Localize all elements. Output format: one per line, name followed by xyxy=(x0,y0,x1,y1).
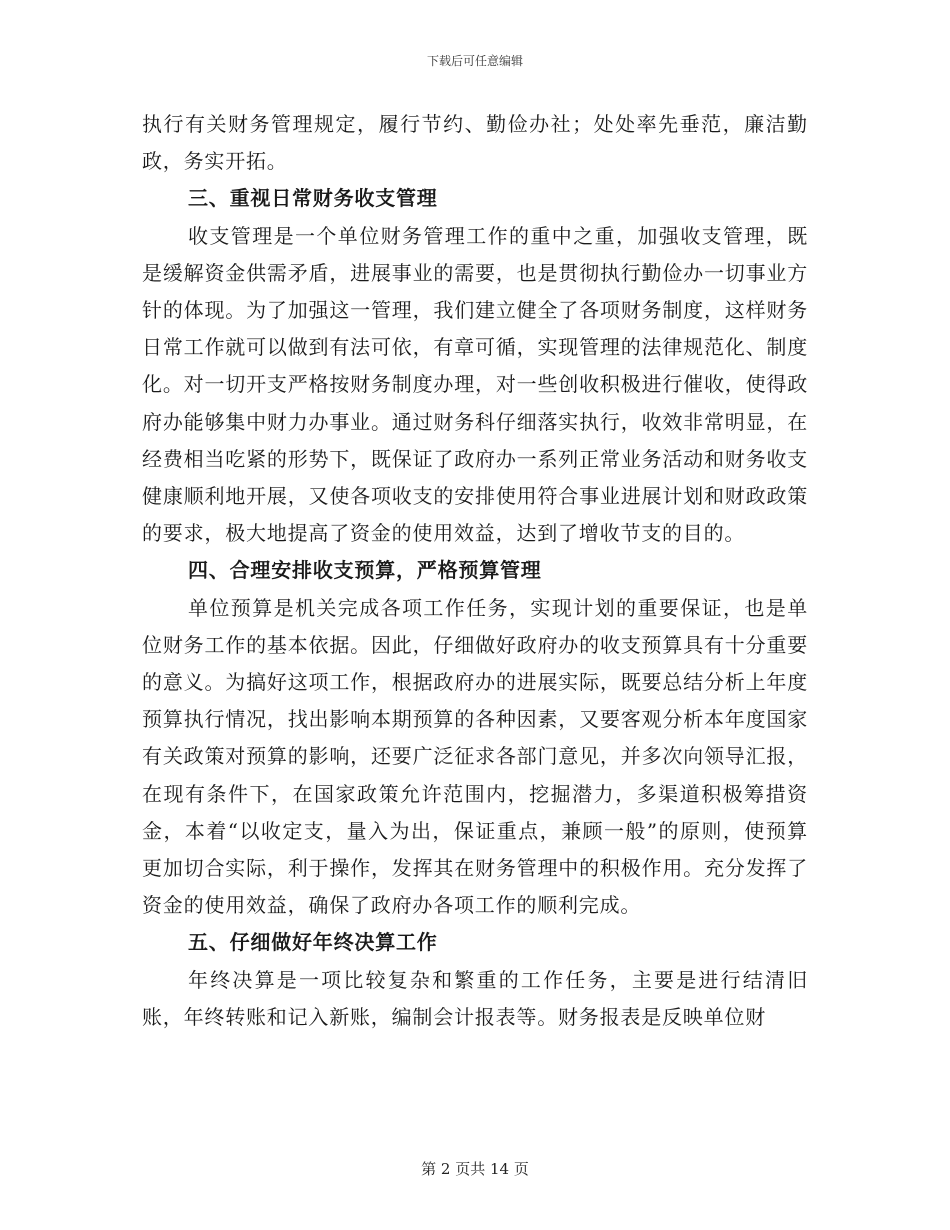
paragraph-income-expense: 收支管理是一个单位财务管理工作的重中之重，加强收支管理，既是缓解资金供需矛盾，进展事业的需要，也是贯彻执行勤俭办一切事业方针的体现。为了加强这一管理，我们建立健全了各项财务制度，这样财务日常工作就可以做到有法可依，有章可循，实现管理的法律规范化、制度化。对一切开支严格按财务制度办理，对一些创收积极进行催收，使得政府办能够集中财力办事业。通过财务科仔细落实执行，收效非常明显，在经费相当吃紧的形势下，既保证了政府办一系列正常业务活动和财务收支健康顺利地开展，又使各项收支的安排使用符合事业进展计划和财政政策的要求，极大地提高了资金的使用效益，达到了增收节支的目的。 xyxy=(142,223,808,546)
document-body xyxy=(142,106,808,1036)
paragraph-year-end: 年终决算是一项比较复杂和繁重的工作任务，主要是进行结清旧账，年终转账和记入新账，编制会计报表等。财务报表是反映单位财 xyxy=(142,967,808,1029)
section-heading-3: 三、重视日常财务收支管理 xyxy=(188,186,438,211)
paragraph-continued: 执行有关财务管理规定，履行节约、勤俭办社；处处率先垂范，廉洁勤政，务实开拓。 xyxy=(142,112,808,174)
section-heading-5: 五、仔细做好年终决算工作 xyxy=(188,930,438,955)
page-header: 下载后可任意编辑 xyxy=(426,54,523,68)
page-footer: 第 2 页共 14 页 xyxy=(421,1160,529,1178)
paragraph-budget: 单位预算是机关完成各项工作任务，实现计划的重要保证，也是单位财务工作的基本依据。因此，仔细做好政府办的收支预算具有十分重要的意义。为搞好这项工作，根据政府办的进展实际，既要总结分析上年度预算执行情况，找出影响本期预算的各种因素，又要客观分析本年度国家有关政策对预算的影响，还要广泛征求各部门意见，并多次向领导汇报，在现有条件下，在国家政策允许范围内，挖掘潜力，多渠道积极筹措资金，本着“以收定支，量入为出，保证重点，兼顾一般”的原则，使预算更加切合实际，利于操作，发挥其在财务管理中的积极作用。充分发挥了资金的使用效益，确保了政府办各项工作的顺利完成。 xyxy=(142,595,808,918)
section-heading-4: 四、合理安排收支预算，严格预算管理 xyxy=(188,558,542,583)
